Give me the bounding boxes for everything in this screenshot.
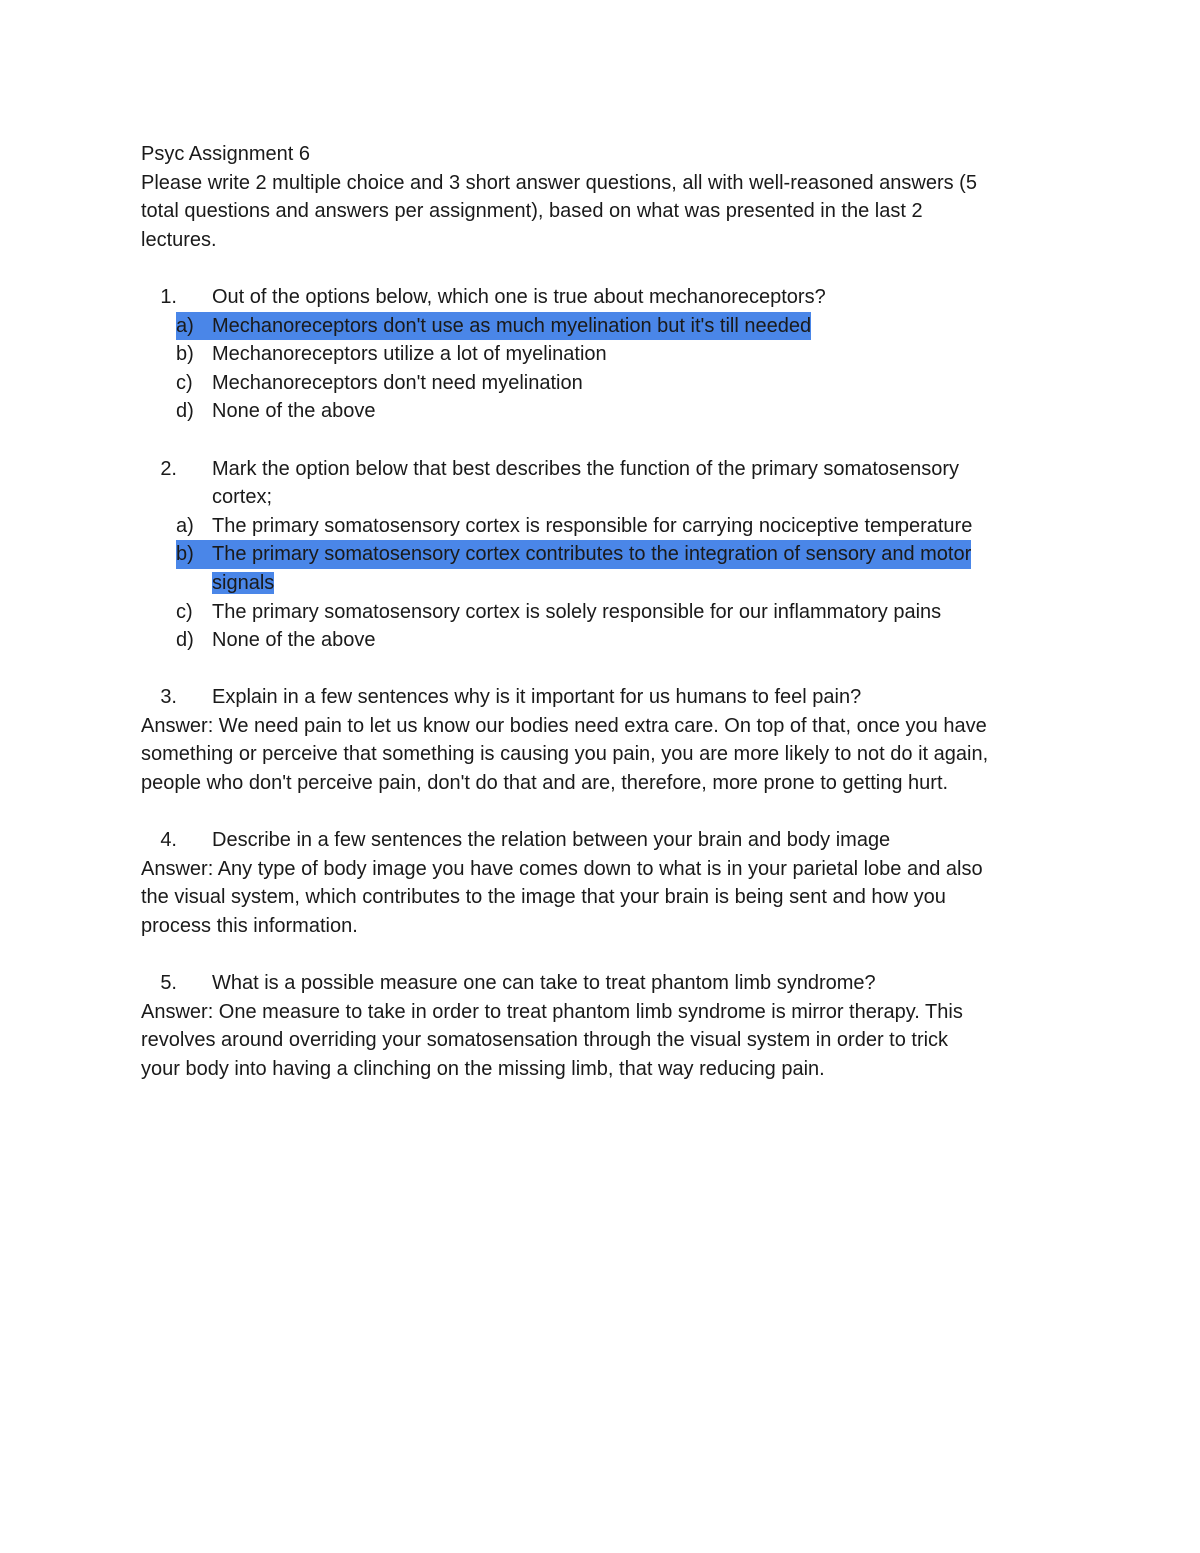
- question-number: 3.: [160, 686, 177, 709]
- answer-line: something or perceive that something is causing you pain, you are more likely to not do it again,: [141, 743, 989, 766]
- option-label: d): [176, 400, 194, 423]
- option-text-highlighted: The primary somatosensory cortex contributes to the integration of sensory and motor: [212, 540, 971, 569]
- option-row: [141, 312, 1061, 341]
- option-text: The primary somatosensory cortex is responsible for carrying nociceptive temperature: [212, 514, 973, 537]
- question-number: 1.: [160, 285, 177, 308]
- option-label: c): [176, 371, 193, 394]
- option-label: b): [176, 540, 212, 569]
- question-1: [141, 283, 1061, 426]
- answer-line: the visual system, which contributes to the image that your brain is being sent and how you: [141, 886, 946, 909]
- answer-line: process this information.: [141, 915, 358, 938]
- option-text: Mechanoreceptors utilize a lot of myelination: [212, 343, 607, 366]
- answer-line: Answer: We need pain to let us know our bodies need extra care. On top of that, once you have: [141, 714, 987, 737]
- question-number: 2.: [160, 457, 177, 480]
- question-number: 4.: [160, 829, 177, 852]
- option-label: a): [176, 312, 212, 341]
- intro-line-3: lectures.: [141, 228, 217, 251]
- question-text: Mark the option below that best describes the function of the primary somatosensory: [212, 457, 960, 480]
- option-text-highlighted: signals: [212, 571, 275, 594]
- option-row: [141, 512, 1061, 541]
- option-row: [141, 397, 1061, 426]
- option-text-highlighted: Mechanoreceptors don't use as much myelination but it's till needed: [212, 312, 811, 341]
- option-text-continued: [141, 569, 1061, 598]
- answer-line: people who don't perceive pain, don't do that and are, therefore, more prone to getting hurt.: [141, 772, 949, 795]
- answer-line: Answer: Any type of body image you have comes down to what is in your parietal lobe and also: [141, 857, 983, 880]
- question-text-continued: cortex;: [212, 486, 273, 509]
- question-text: Explain in a few sentences why is it important for us humans to feel pain?: [212, 686, 862, 709]
- option-label: b): [176, 343, 194, 366]
- question-2: [141, 455, 1061, 655]
- option-row: [141, 540, 1061, 569]
- document-title: Psyc Assignment 6: [141, 143, 310, 165]
- option-label: d): [176, 629, 194, 652]
- question-text: Out of the options below, which one is true about mechanoreceptors?: [212, 285, 826, 308]
- option-row: [141, 626, 1061, 655]
- option-row: [141, 340, 1061, 369]
- option-label: a): [176, 514, 194, 537]
- option-row: [141, 598, 1061, 627]
- question-text: Describe in a few sentences the relation between your brain and body image: [212, 829, 891, 852]
- answer-line: your body into having a clinching on the missing limb, that way reducing pain.: [141, 1058, 825, 1080]
- answer-line: revolves around overriding your somatosensation through the visual system in order to trick: [141, 1029, 949, 1052]
- option-text: Mechanoreceptors don't need myelination: [212, 371, 583, 394]
- question-number: 5.: [160, 972, 177, 995]
- option-text: None of the above: [212, 629, 376, 652]
- option-label: c): [176, 600, 193, 623]
- question-5: [141, 969, 1061, 1083]
- option-text: The primary somatosensory cortex is solely responsible for our inflammatory pains: [212, 600, 942, 623]
- question-3: [141, 683, 1061, 797]
- answer-line: Answer: One measure to take in order to treat phantom limb syndrome is mirror therapy. This: [141, 1000, 963, 1023]
- document-page: [141, 140, 1061, 1084]
- question-4: [141, 826, 1061, 940]
- question-text: What is a possible measure one can take to treat phantom limb syndrome?: [212, 972, 876, 995]
- option-text: None of the above: [212, 400, 376, 423]
- intro-line-1: Please write 2 multiple choice and 3 short answer questions, all with well-reasoned answers (5: [141, 171, 977, 194]
- intro-line-2: total questions and answers per assignment), based on what was presented in the last 2: [141, 200, 923, 223]
- option-row: [141, 369, 1061, 398]
